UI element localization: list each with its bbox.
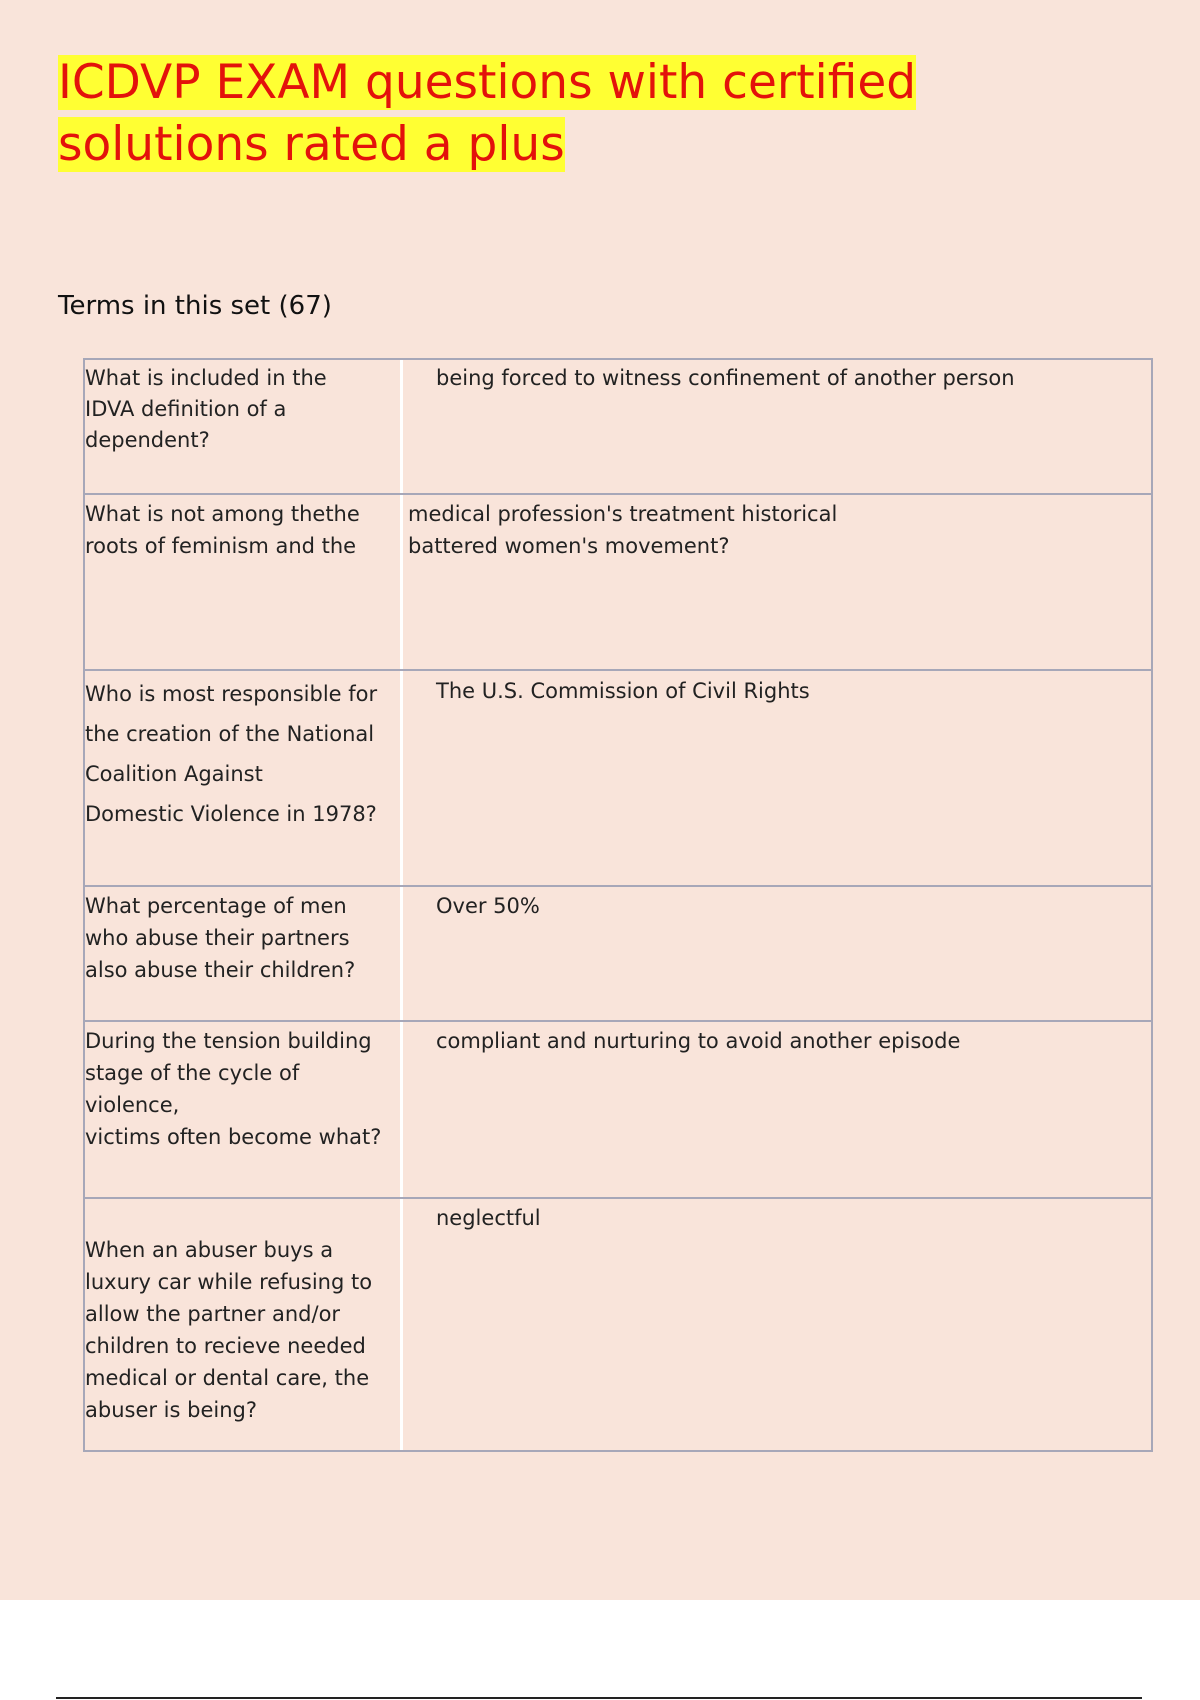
card-term [85,1022,403,1197]
term-line: During the tension building [85,1029,372,1053]
definition-line: The U.S. Commission of Civil Rights [436,679,810,703]
card-term [85,360,403,493]
title-line-1: ICDVP EXAM questions with certified [58,55,917,110]
term-line: Who is most responsible for [85,682,378,706]
term-line: medical or dental care, the [85,1366,370,1390]
term-line: stage of the cycle of violence, [85,1061,300,1117]
definition-line: neglectful [436,1206,541,1230]
term-line: victims often become what? [85,1125,382,1149]
card-definition [405,498,1151,562]
title-line-2: solutions rated a plus [58,117,565,172]
term-line: Coalition Against [85,762,263,786]
card-term [85,671,403,885]
term-line: What percentage of men [85,894,347,918]
card-term [85,887,403,1020]
footer-divider [56,1697,1142,1699]
definition-line: battered women's movement? [408,534,730,558]
document-title [58,52,1018,176]
term-line: Domestic Violence in 1978? [85,802,377,826]
card-term [85,1199,403,1450]
card-definition [405,671,1151,711]
term-line: dependent? [85,428,210,452]
term-line: also abuse their children? [85,958,356,982]
card-definition [405,890,1151,922]
definition-line: being forced to witness confinement of another person [436,366,1015,390]
term-line: What is not among thethe [85,502,360,526]
terms-count-heading: Terms in this set (67) [58,291,332,321]
term-line: roots of feminism and the [85,534,357,558]
card-definition [405,1202,1151,1234]
term-line: children to recieve needed [85,1334,366,1358]
card-definition [405,1025,1151,1057]
flashcard [83,1197,1153,1452]
card-definition [405,363,1151,394]
term-line: What is included in the [85,366,327,390]
term-line: the creation of the National [85,722,375,746]
term-line: luxury car while refusing to [85,1270,373,1294]
term-line: allow the partner and/or [85,1302,341,1326]
flashcard [83,885,1153,1022]
card-term [85,495,403,669]
term-line: who abuse their partners [85,926,350,950]
definition-line: medical profession's treatment historical [408,502,838,526]
flashcard [83,358,1153,495]
flashcard [83,1020,1153,1199]
term-line: When an abuser buys a [85,1238,334,1262]
term-line: IDVA definition of a [85,397,287,421]
flashcard [83,493,1153,671]
definition-line: Over 50% [436,894,540,918]
term-line: abuser is being? [85,1398,257,1422]
flashcard [83,669,1153,887]
definition-line: compliant and nurturing to avoid another episode [436,1029,961,1053]
